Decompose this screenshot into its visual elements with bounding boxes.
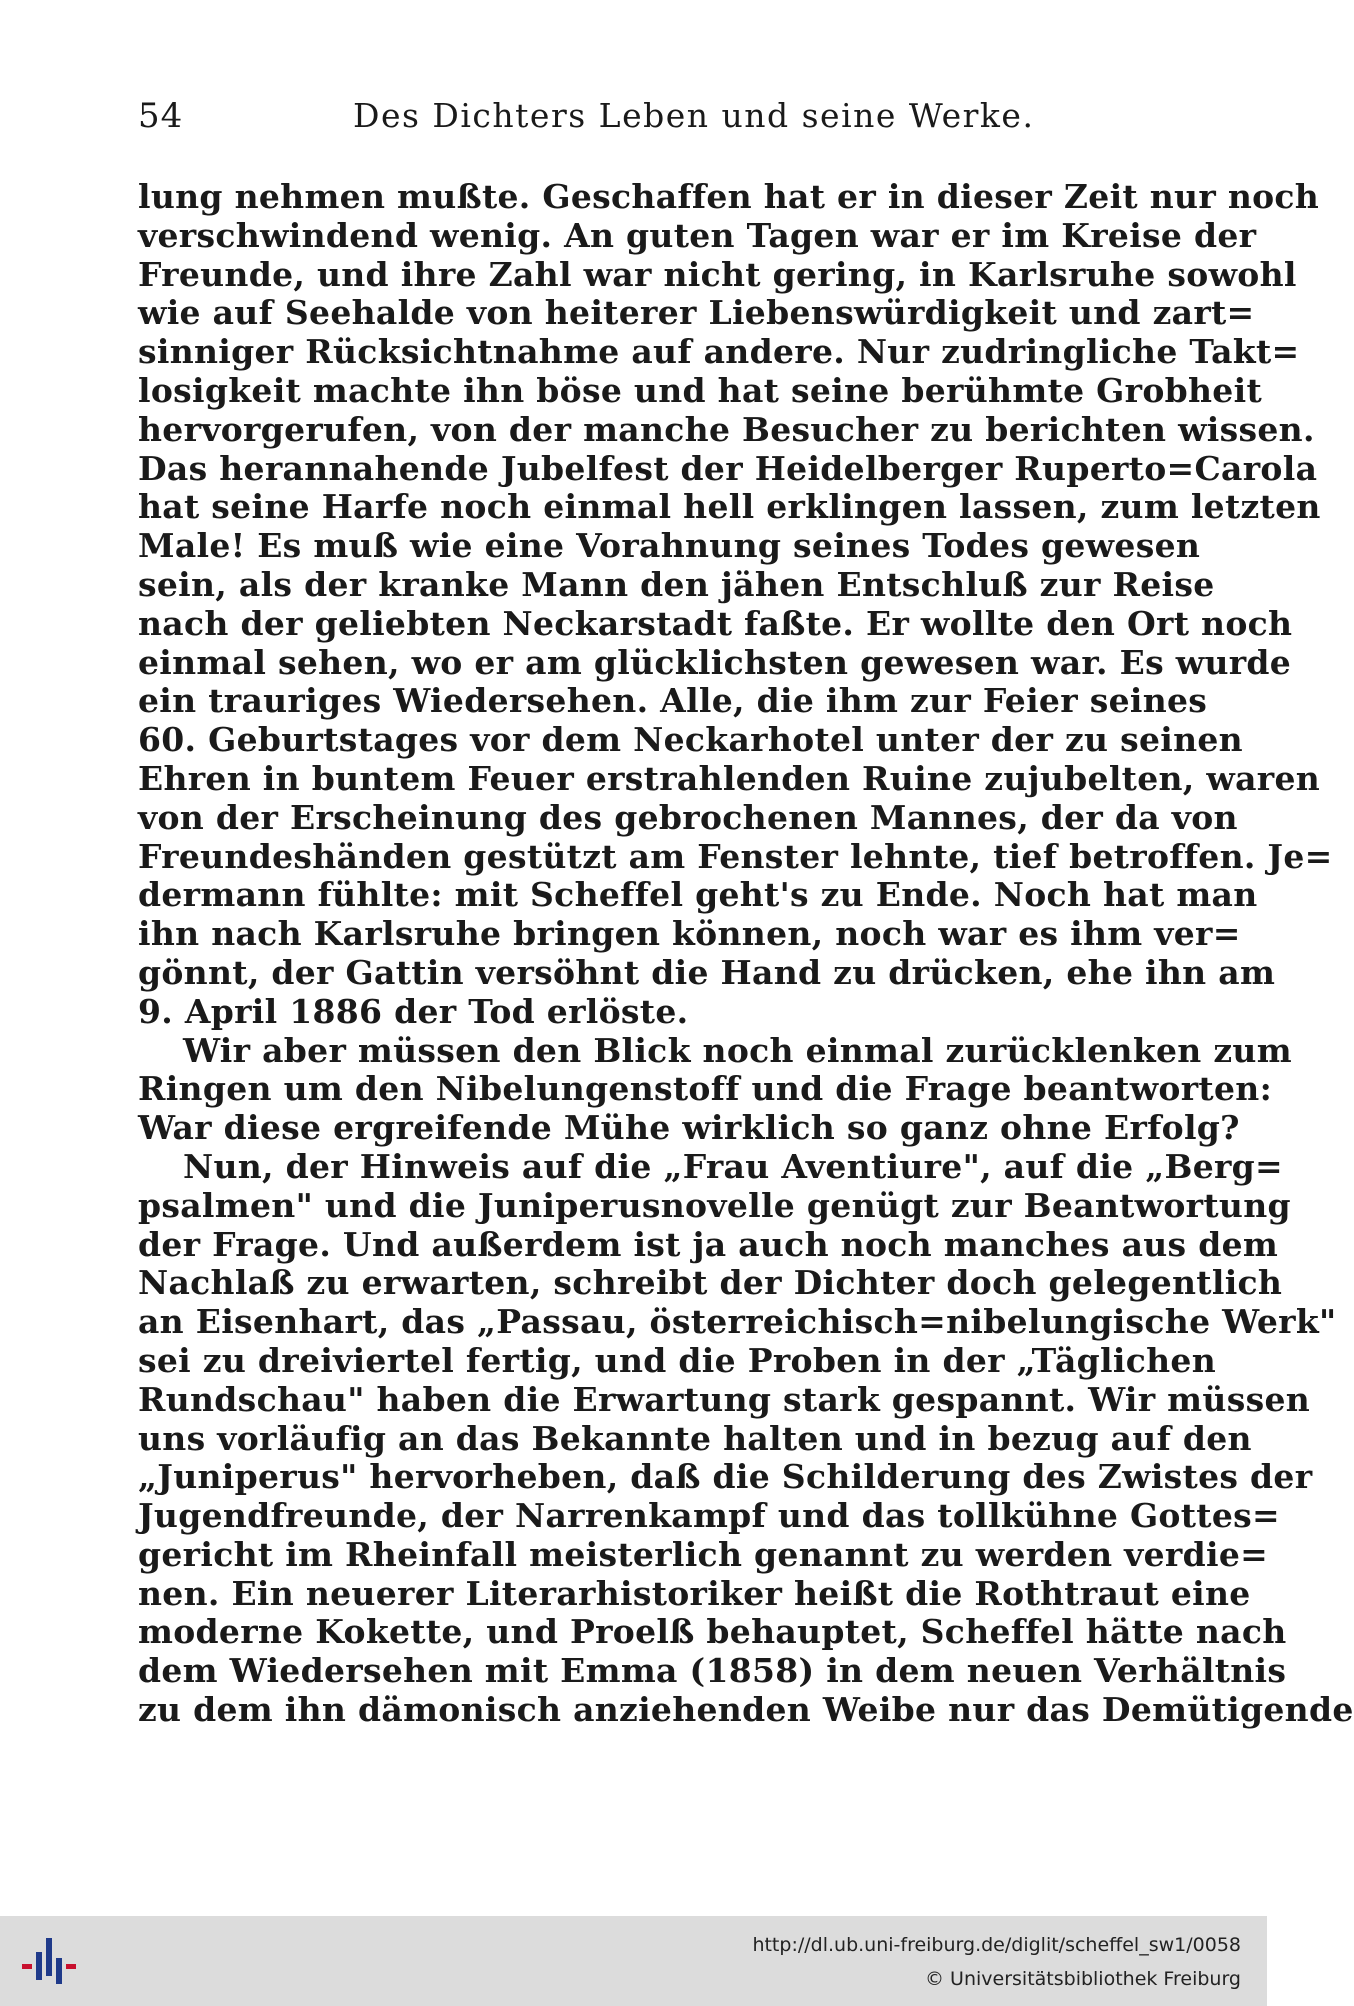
text-line: dem Wiedersehen mit Emma (1858) in dem neuen Verhältnis [138, 1651, 1287, 1691]
running-head: Des Dichters Leben und seine Werke. [353, 96, 1035, 135]
text-line: moderne Kokette, und Proelß behauptet, Scheffel hätte nach [138, 1612, 1287, 1652]
text-line: Nachlaß zu erwarten, schreibt der Dichter doch gelegentlich [138, 1263, 1283, 1303]
text-line: ein trauriges Wiedersehen. Alle, die ihm zur Feier seines [138, 681, 1208, 721]
text-line: losigkeit machte ihn böse und hat seine berühmte Grobheit [138, 370, 1262, 410]
text-line: Freundeshänden gestützt am Fenster lehnte, tief betroffen. Je= [138, 836, 1333, 876]
text-line: gericht im Rheinfall meisterlich genannt zu werden verdie= [138, 1534, 1269, 1574]
copyright-notice: © Universitätsbibliothek Freiburg [925, 1968, 1241, 1990]
text-line: hervorgerufen, von der manche Besucher zu berichten wissen. [138, 409, 1315, 449]
text-line: „Juniperus" hervorheben, daß die Schilderung des Zwistes der [138, 1457, 1313, 1497]
text-line: wie auf Seehalde von heiterer Liebenswürdigkeit und zart= [138, 293, 1255, 333]
text-line: zu dem ihn dämonisch anziehenden Weibe nur das Demütigende [138, 1690, 1354, 1730]
text-line: an Eisenhart, das „Passau, österreichisch=nibelungische Werk" [138, 1302, 1337, 1342]
body-text [138, 177, 1354, 1730]
text-line: Wir aber müssen den Blick noch einmal zurücklenken zum [183, 1030, 1292, 1070]
text-line: War diese ergreifende Mühe wirklich so ganz ohne Erfolg? [138, 1108, 1240, 1148]
text-line: 60. Geburtstages vor dem Neckarhotel unter der zu seinen [138, 720, 1243, 760]
text-line: einmal sehen, wo er am glücklichsten gewesen war. Es wurde [138, 642, 1292, 682]
text-line: sein, als der kranke Mann den jähen Entschluß zur Reise [138, 564, 1215, 604]
text-line: Ringen um den Nibelungenstoff und die Frage beantworten: [138, 1069, 1273, 1109]
text-line: sei zu dreiviertel fertig, und die Proben in der „Täglichen [138, 1340, 1216, 1380]
text-line: der Frage. Und außerdem ist ja auch noch manches aus dem [138, 1224, 1279, 1264]
text-line: lung nehmen mußte. Geschaffen hat er in dieser Zeit nur noch [138, 177, 1320, 216]
text-line: psalmen" und die Juniperusnovelle genügt zur Beantwortung [138, 1185, 1291, 1225]
text-line: nach der geliebten Neckarstadt faßte. Er wollte den Ort noch [138, 603, 1293, 643]
text-line: 9. April 1886 der Tod erlöste. [138, 991, 689, 1031]
text-line: Nun, der Hinweis auf die „Frau Aventiure", auf die „Berg= [183, 1146, 1284, 1186]
text-line: Das herannahende Jubelfest der Heidelberger Ruperto=Carola [138, 448, 1318, 488]
text-line: sinniger Rücksichtnahme auf andere. Nur zudringliche Takt= [138, 332, 1300, 372]
page-header [138, 96, 1138, 140]
text-line: Jugendfreunde, der Narrenkampf und das tollkühne Gottes= [138, 1496, 1280, 1536]
text-line: Rundschau" haben die Erwartung stark gespannt. Wir müssen [138, 1379, 1311, 1419]
text-line: hat seine Harfe noch einmal hell erklingen lassen, zum letzten [138, 487, 1321, 527]
text-line: von der Erscheinung des gebrochenen Mannes, der da von [138, 797, 1238, 837]
text-line: Male! Es muß wie eine Vorahnung seines Todes gewesen [138, 526, 1201, 566]
text-line: ihn nach Karlsruhe bringen können, noch war es ihm ver= [138, 914, 1241, 954]
source-url-link[interactable]: http://dl.ub.uni-freiburg.de/diglit/scheffel_sw1/0058 [752, 1934, 1241, 1956]
text-line: Ehren in buntem Feuer erstrahlenden Ruine zujubelten, waren [138, 758, 1321, 798]
page-number: 54 [138, 96, 184, 136]
ub-freiburg-logo-icon [22, 1938, 78, 1986]
text-line: Freunde, und ihre Zahl war nicht gering, in Karlsruhe sowohl [138, 254, 1297, 294]
text-line: dermann fühlte: mit Scheffel geht's zu Ende. Noch hat man [138, 875, 1258, 915]
text-line: nen. Ein neuerer Literarhistoriker heißt die Rothtraut eine [138, 1573, 1251, 1613]
text-line: uns vorläufig an das Bekannte halten und in bezug auf den [138, 1418, 1252, 1458]
footer-bar [0, 1916, 1267, 2006]
text-line: verschwindend wenig. An guten Tagen war er im Kreise der [138, 215, 1257, 255]
text-line: gönnt, der Gattin versöhnt die Hand zu drücken, ehe ihn am [138, 952, 1276, 992]
